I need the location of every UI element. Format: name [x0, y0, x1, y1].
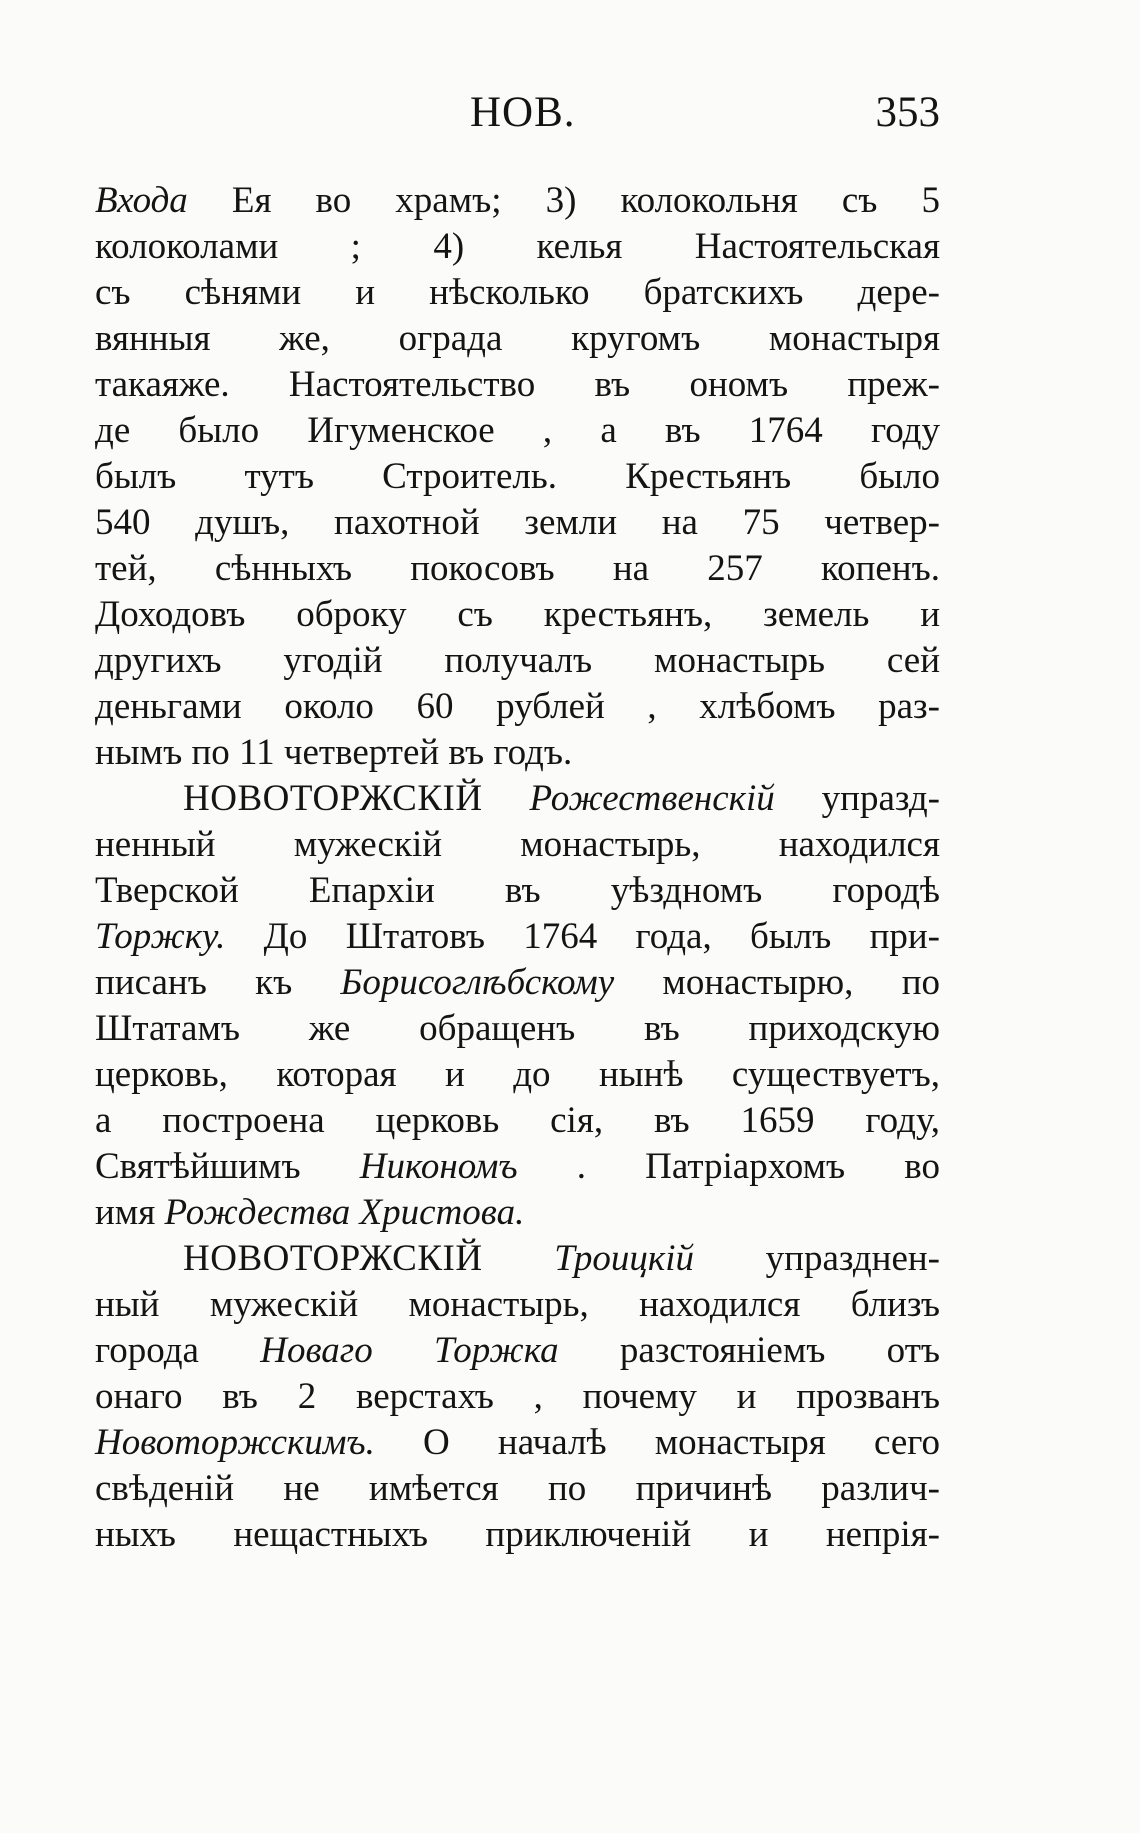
text-span: былъ тутъ Строитель. Крестьянъ было	[95, 456, 940, 497]
text-span: города	[95, 1330, 261, 1371]
text-line	[95, 1328, 940, 1374]
text-span: ненный мужескій монастырь, находился	[95, 824, 940, 865]
text-line	[95, 1190, 940, 1236]
text-line	[95, 1144, 940, 1190]
text-line	[95, 1282, 940, 1328]
text-line	[95, 960, 940, 1006]
text-span: О началѣ монастыря сего	[374, 1422, 940, 1463]
running-head: НОВ.	[470, 89, 576, 136]
italic-text: Рождества Христова.	[164, 1192, 525, 1233]
text-line	[95, 1466, 940, 1512]
text-span: Штатамъ же обращенъ въ приходскую	[95, 1008, 940, 1049]
text-line	[95, 1420, 940, 1466]
body-text	[95, 178, 940, 1558]
text-span: упразд-	[774, 778, 940, 819]
text-line	[95, 730, 940, 776]
text-span: ныхъ нещастныхъ приключеній и непрія-	[95, 1514, 940, 1555]
italic-text: Никономъ	[359, 1146, 518, 1187]
text-line	[95, 1374, 940, 1420]
text-span: свѣденій не имѣется по причинѣ различ-	[95, 1468, 940, 1509]
text-line	[95, 408, 940, 454]
text-span: съ сѣнями и нѣсколько братскихъ дере-	[95, 272, 940, 313]
text-line	[95, 1098, 940, 1144]
text-span: а построена церковь сія, въ 1659 году,	[95, 1100, 940, 1141]
text-span: Ея во храмъ; 3) колокольня съ 5	[187, 180, 940, 221]
text-span: Доходовъ оброку съ крестьянъ, земель и	[95, 594, 940, 635]
text-line	[95, 178, 940, 224]
text-line	[95, 500, 940, 546]
text-span: деньгами около 60 рублей , хлѣбомъ раз-	[95, 686, 940, 727]
text-span: разстояніемъ отъ	[558, 1330, 940, 1371]
text-line	[95, 1512, 940, 1558]
text-line	[95, 1052, 940, 1098]
text-line	[95, 638, 940, 684]
text-line	[95, 362, 940, 408]
text-line	[95, 592, 940, 638]
text-line	[95, 868, 940, 914]
text-line	[95, 776, 940, 822]
italic-text: Новаго Торжка	[260, 1330, 559, 1371]
text-span: . Патріархомъ во	[517, 1146, 940, 1187]
text-span: другихъ угодій получалъ монастырь сей	[95, 640, 940, 681]
text-line	[95, 316, 940, 362]
text-span	[483, 1238, 555, 1279]
entry-heading: НОВОТОРЖСКІЙ	[183, 778, 483, 819]
italic-text: Троицкій	[554, 1238, 694, 1279]
text-span	[483, 778, 530, 819]
text-line	[95, 1006, 940, 1052]
text-line	[95, 454, 940, 500]
text-line	[95, 1236, 940, 1282]
italic-text: Торжку.	[95, 916, 226, 957]
text-span: такаяже. Настоятельство въ ономъ преж-	[95, 364, 940, 405]
text-span: ный мужескій монастырь, находился близъ	[95, 1284, 940, 1325]
text-span: упразднен-	[694, 1238, 940, 1279]
text-line	[95, 914, 940, 960]
italic-text: Входа	[95, 180, 188, 221]
text-span: тей, сѣнныхъ покосовъ на 257 копенъ.	[95, 548, 940, 589]
text-line	[95, 270, 940, 316]
italic-text: Новоторжскимъ.	[95, 1422, 375, 1463]
text-line	[95, 684, 940, 730]
text-span: колоколами ; 4) келья Настоятельская	[95, 226, 940, 267]
entry-heading: НОВОТОРЖСКІЙ	[183, 1238, 483, 1279]
text-span: монастырю, по	[614, 962, 940, 1003]
text-span: писанъ къ	[95, 962, 341, 1003]
text-line	[95, 822, 940, 868]
text-line	[95, 224, 940, 270]
text-span: нымъ по 11 четвертей въ годъ.	[95, 732, 573, 773]
page-number: 353	[875, 89, 940, 136]
text-line	[95, 546, 940, 592]
italic-text: Борисоглѣбскому	[340, 962, 615, 1003]
text-span: онаго въ 2 верстахъ , почему и прозванъ	[95, 1376, 940, 1417]
text-span: имя	[95, 1192, 165, 1233]
text-span: До Штатовъ 1764 года, былъ при-	[225, 916, 940, 957]
text-span: 540 душъ, пахотной земли на 75 четвер-	[95, 502, 940, 543]
text-span: Святѣйшимъ	[95, 1146, 360, 1187]
text-span: вянныя же, ограда кругомъ монастыря	[95, 318, 940, 359]
text-span: церковь, которая и до нынѣ существуетъ,	[95, 1054, 940, 1095]
text-span: де было Игуменское , а въ 1764 году	[95, 410, 940, 451]
page-header	[95, 88, 940, 148]
text-span: Тверской Епархіи въ уѣздномъ городѣ	[95, 870, 940, 911]
italic-text: Рожественскій	[529, 778, 775, 819]
